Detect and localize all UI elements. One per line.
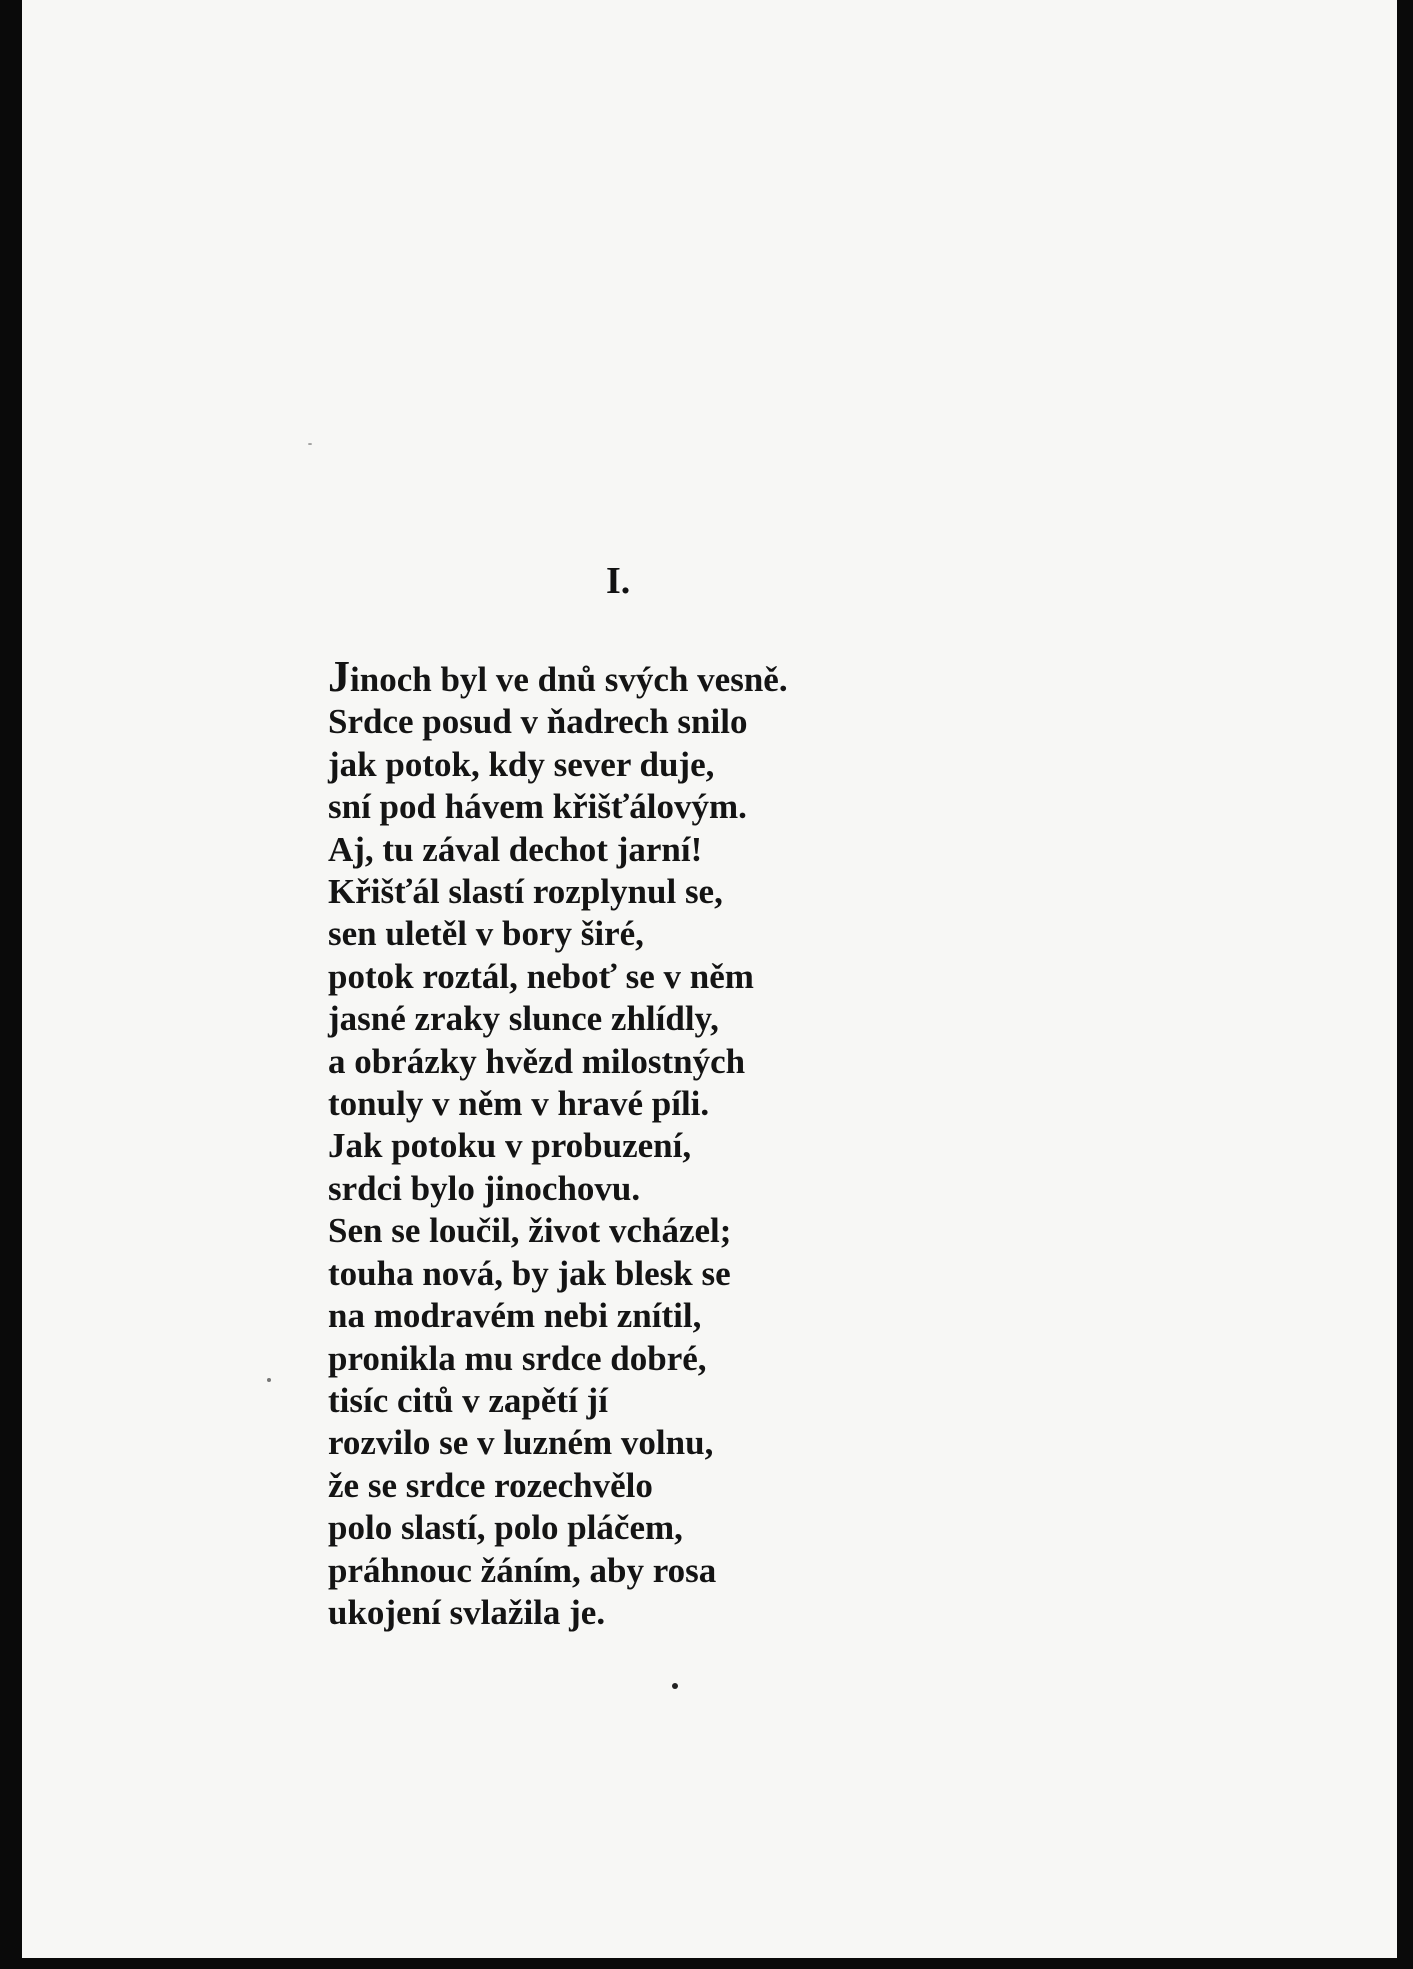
poem-line: tisíc citů v zapětí jí bbox=[328, 1380, 608, 1420]
poem-line: Srdce posud v ňadrech snilo bbox=[328, 702, 748, 742]
poem-line: ukojení svlažila je. bbox=[328, 1592, 606, 1632]
poem-line: práhnouc žáním, aby rosa bbox=[328, 1550, 717, 1590]
ink-speck bbox=[672, 1683, 678, 1689]
ink-speck bbox=[267, 1378, 271, 1382]
poem-line: Aj, tu zával dechot jarní! bbox=[328, 829, 703, 869]
poem-line: Křišťál slastí rozplynul se, bbox=[328, 872, 723, 912]
poem-line: Jinoch byl ve dnů svých vesně. bbox=[328, 652, 788, 701]
scan-left-edge bbox=[0, 0, 22, 1969]
poem-line: tonuly v něm v hravé píli. bbox=[328, 1084, 710, 1124]
poem-line: rozvilo se v luzném volnu, bbox=[328, 1423, 714, 1463]
scan-bottom-edge bbox=[0, 1958, 1413, 1969]
poem-line: sní pod hávem křišťálovým. bbox=[328, 787, 747, 827]
poem-line: na modravém nebi znítil, bbox=[328, 1296, 702, 1336]
poem-line: že se srdce rozechvělo bbox=[328, 1465, 653, 1505]
poem-text bbox=[328, 652, 788, 1634]
poem-line: sen uletěl v bory širé, bbox=[328, 914, 644, 954]
poem-line: Sen se loučil, život vcházel; bbox=[328, 1211, 732, 1251]
poem-line: polo slastí, polo pláčem, bbox=[328, 1508, 683, 1548]
poem-line: jasné zraky slunce zhlídly, bbox=[328, 999, 719, 1039]
poem-line: srdci bylo jinochovu. bbox=[328, 1168, 641, 1208]
ink-speck bbox=[308, 443, 312, 445]
poem-line: touha nová, by jak blesk se bbox=[328, 1253, 731, 1293]
scan-right-edge bbox=[1397, 0, 1413, 1969]
poem-line: a obrázky hvězd milostných bbox=[328, 1041, 746, 1081]
poem-line: jak potok, kdy sever duje, bbox=[328, 744, 715, 784]
poem-line: potok roztál, neboť se v něm bbox=[328, 956, 754, 996]
poem-line: Jak potoku v probuzení, bbox=[328, 1126, 692, 1166]
poem-line: pronikla mu srdce dobré, bbox=[328, 1338, 707, 1378]
chapter-heading: I. bbox=[606, 560, 631, 602]
